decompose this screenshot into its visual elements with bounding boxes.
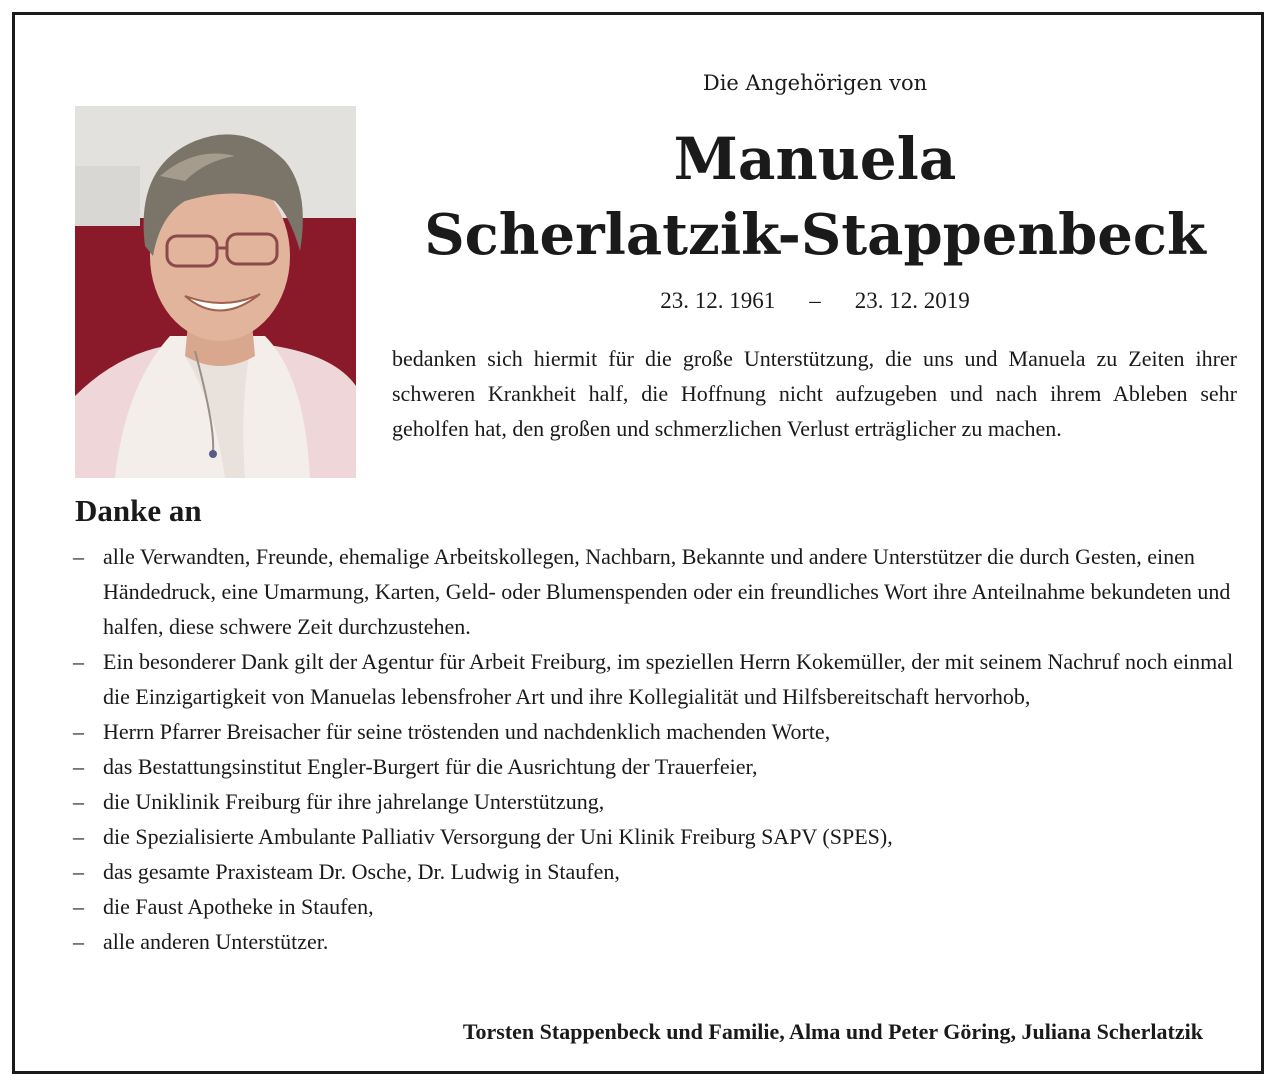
list-item: – alle anderen Unterstützer. [73, 924, 1243, 959]
bullet: – [73, 929, 84, 954]
obituary-frame [12, 12, 1264, 1074]
bullet: – [73, 894, 84, 919]
portrait-illustration [75, 106, 356, 478]
thanks-list [73, 539, 1243, 959]
portrait-photo [75, 106, 356, 478]
list-item: – die Uniklinik Freiburg für ihre jahrelange Unterstützung, [73, 784, 1243, 819]
bullet: – [73, 754, 84, 779]
danke-heading: Danke an [75, 493, 202, 528]
life-dates [395, 288, 1235, 314]
list-item: – die Faust Apotheke in Staufen, [73, 889, 1243, 924]
bullet: – [73, 859, 84, 884]
list-item: – das Bestattungsinstitut Engler-Burgert für die Ausrichtung der Trauerfeier, [73, 749, 1243, 784]
list-item: – Herrn Pfarrer Breisacher für seine tröstenden und nachdenklich machenden Worte, [73, 714, 1243, 749]
list-item: – Ein besonderer Dank gilt der Agentur für Arbeit Freiburg, im speziellen Herrn Kokemüller, der mit seinem Nachruf noch einmal die Einzigartigkeit von Manuelas lebensfroher Art und ihre Kollegialität und Hilfsbereitschaft hervorhob, [73, 644, 1243, 714]
death-date: 23. 12. 2019 [854, 288, 970, 313]
signature: Torsten Stappenbeck und Familie, Alma und Peter Göring, Juliana Scherlatzik [462, 1019, 1203, 1044]
bullet: – [73, 649, 84, 674]
list-item: – alle Verwandten, Freunde, ehemalige Arbeitskollegen, Nachbarn, Bekannte und andere Unterstützer die durch Gesten, einen Händedruck, eine Umarmung, Karten, Geld- oder Blumenspenden oder ein freundliches Wort ihre Anteilnahme bekundeten und halfen, diese schwere Zeit durchzustehen. [73, 539, 1243, 644]
date-separator: – [809, 288, 821, 313]
bullet: – [73, 544, 84, 569]
bullet: – [73, 789, 84, 814]
birth-date: 23. 12. 1961 [660, 288, 776, 313]
bullet: – [73, 719, 84, 744]
thanks-paragraph: bedanken sich hiermit für die große Unterstützung, die uns und Manuela zu Zeiten ihrer schweren Krankheit half, die Hoffnung nicht aufzugeben und nach ihrem Ableben sehr geholfen hat, den großen und schmerzlichen Verlust erträglicher zu machen. [392, 346, 1237, 441]
list-item: – das gesamte Praxisteam Dr. Osche, Dr. Ludwig in Staufen, [73, 854, 1243, 889]
list-item: – die Spezialisierte Ambulante Palliativ Versorgung der Uni Klinik Freiburg SAPV (SPES), [73, 819, 1243, 854]
intro-line: Die Angehörigen von [702, 71, 928, 95]
first-name: Manuela [673, 125, 957, 193]
last-name: Scherlatzik-Stappenbeck [424, 202, 1206, 268]
bullet: – [73, 824, 84, 849]
